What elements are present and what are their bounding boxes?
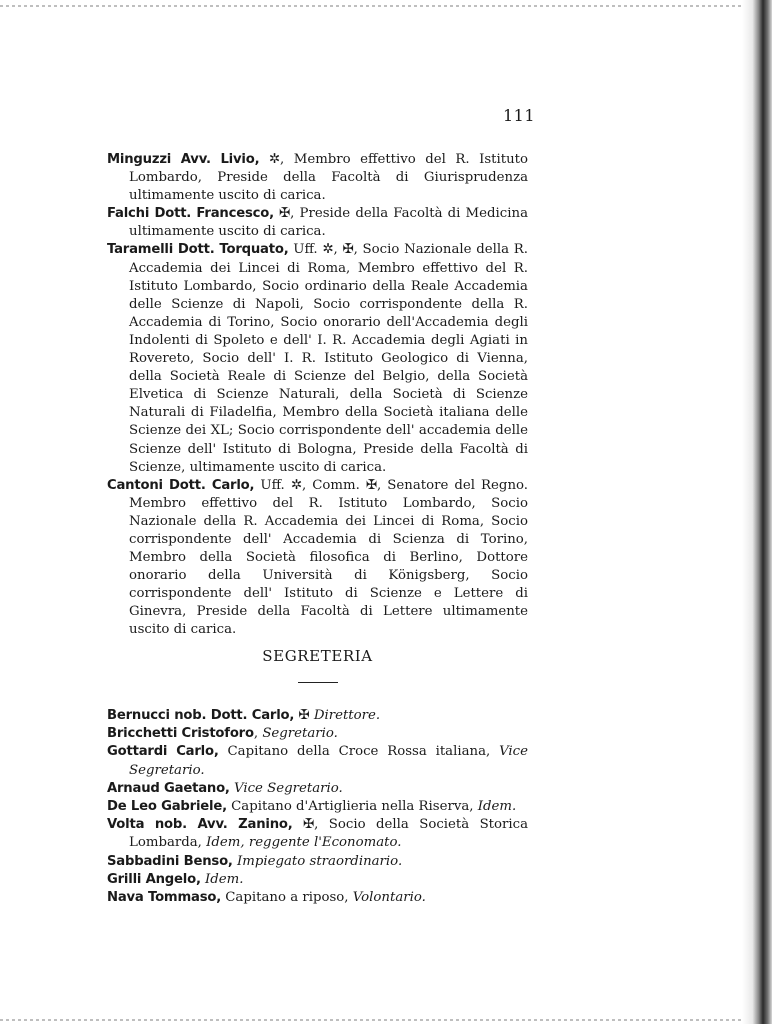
staff-name: Nava Tommaso, [107,890,222,906]
staff-name: Sabbadini Benso, [107,853,233,869]
book-binding-edge [742,0,772,1024]
staff-name: De Leo Gabriele, [107,799,227,815]
secretariat-list [107,707,528,907]
staff-description: Capitano a riposo, [221,890,353,906]
staff-entry [107,889,528,907]
staff-role: Vice Segretario. [129,744,529,778]
staff-entry [107,853,528,871]
scan-bottom-edge [0,1019,742,1021]
staff-entry [107,707,528,725]
staff-description: ✠, Socio della Società Storica Lombarda, [129,817,529,851]
faculty-list [107,151,528,640]
member-entry [107,151,528,205]
staff-role: Idem. [477,799,517,815]
staff-role: Volontario. [352,890,426,906]
staff-role: Vice Segretario. [233,780,343,796]
member-description: Uff. ✲, ✠, Socio Nazionale della R. Accademia dei Lincei di Roma, Membro effettivo del R. Istituto Lombardo, Socio ordinario della Reale Accademia delle Scienze di Napoli, Socio corrispondente della R. Accademia di Torino, Socio onorario dell'Accademia degli Indolenti di Spoleto e dell' I. R. Accademia degli Agiati in Rovereto, Socio dell' I. R. Istituto Geologico di Vienna, della Società Reale di Scienze del Belgio, della Società Elvetica di Scienze Naturali, della Società di Scienze Naturali di Filadelfia, Membro della Società italiana delle Scienze dei XL; Socio corrispondente dell' accademia delle Scienze dell' Istituto di Bologna, Preside della Facoltà di Scienze, ultimamente uscito di carica. [129,242,528,475]
staff-role: Direttore. [313,708,381,723]
staff-entry [107,780,528,798]
staff-entry [107,743,528,779]
staff-description: Capitano d'Artiglieria nella Riserva, [226,799,478,815]
page-number: 111 [503,106,536,125]
member-description: Uff. ✲, Comm. ✠, Senatore del Regno. Membro effettivo del R. Istituto Lombardo, Socio Nazionale della R. Accademia dei Lincei di Roma, Socio corrispondente dell' Accademia di Scienza di Torino, Membro della Società filosofica di Berlino, Dottore onorario della Università di Königsberg, Socio corrispondente dell' Istituto di Scienze e Lettere di Ginevra, Preside della Facoltà di Lettere ultimamente uscito di carica. [129,477,529,638]
member-entry [107,477,528,640]
member-name: Taramelli Dott. Torquato, [107,242,289,258]
member-description: ✠, Preside della Facoltà di Medicina ultimamente uscito di carica. [129,206,529,240]
staff-entry [107,725,528,743]
staff-name: Bricchetti Cristoforo [107,726,254,742]
scan-top-edge [0,5,742,7]
staff-name: Volta nob. Avv. Zanino, [107,817,293,833]
staff-description: Capitano della Croce Rossa italiana, [218,744,500,760]
staff-entry [107,798,528,816]
staff-name: Grilli Angelo, [107,871,201,887]
section-divider [298,682,338,683]
staff-entry [107,816,528,852]
member-name: Falchi Dott. Francesco, [107,206,274,222]
section-title: SEGRETERIA [262,647,373,665]
member-name: Minguzzi Avv. Livio, [107,152,260,167]
member-description: ✲, Membro effettivo del R. Istituto Lombardo, Preside della Facoltà di Giurisprudenza ultimamente uscito di carica. [129,152,529,204]
staff-name: Bernucci nob. Dott. Carlo, [107,708,295,723]
staff-name: Gottardi Carlo, [107,744,219,760]
staff-role: Idem. [205,871,244,887]
member-entry [107,241,528,476]
member-name: Cantoni Dott. Carlo, [107,477,255,493]
staff-name: Arnaud Gaetano, [107,780,230,796]
staff-role: Impiegato straordinario. [236,853,403,869]
staff-role: Segretario. [262,726,338,742]
staff-description: ✠ [294,708,314,723]
staff-entry [107,871,528,889]
member-entry [107,205,528,241]
staff-role: Idem, reggente l'Economato. [206,835,402,851]
staff-description: , [253,726,263,742]
